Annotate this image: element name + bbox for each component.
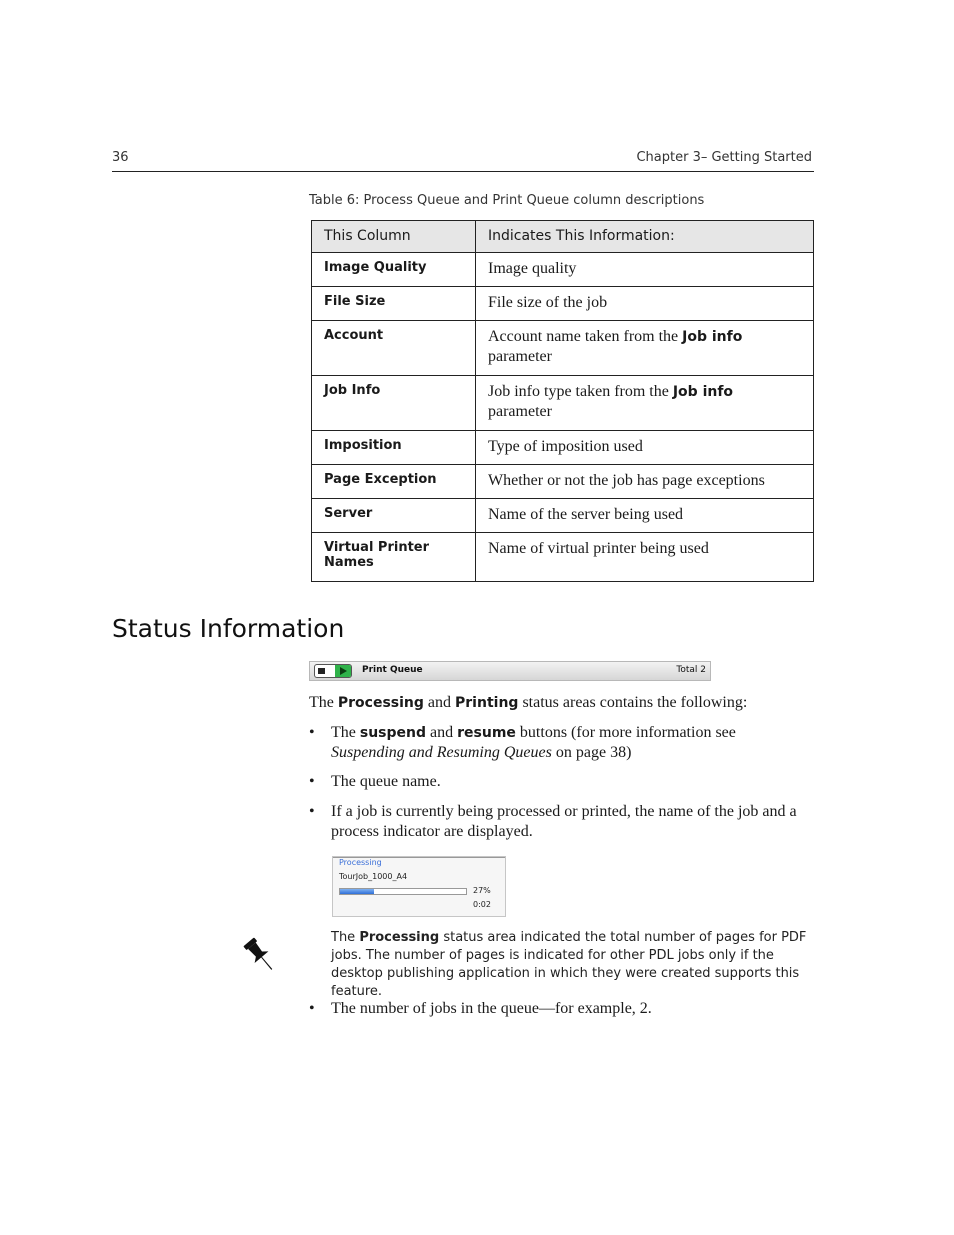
processing-job-name: TourJob_1000_A4 — [339, 872, 408, 881]
header-rule — [112, 171, 814, 172]
intro-paragraph — [309, 693, 747, 713]
progress-bar — [339, 888, 467, 895]
bullet-text: The queue name. — [331, 773, 441, 790]
resume-button[interactable] — [335, 665, 352, 677]
row-column-name: Imposition — [312, 431, 476, 465]
play-icon — [340, 667, 347, 675]
row-column-name: Job Info — [312, 376, 476, 431]
bullet-dot: • — [309, 803, 315, 820]
bullet-bold-resume: resume — [457, 725, 516, 741]
info-text-2: parameter — [488, 348, 552, 365]
info-text: Job info type taken from the — [488, 383, 673, 400]
table-row — [312, 533, 814, 582]
row-info: File size of the job — [476, 287, 814, 321]
bullet-text: The number of jobs in the queue—for example, 2. — [331, 1000, 652, 1017]
table-row — [312, 465, 814, 499]
row-info: Image quality — [476, 253, 814, 287]
bullet-text: If a job is currently being processed or printed, the name of the job and a process indicator are displayed. — [331, 803, 797, 840]
table-header-column: This Column — [312, 221, 476, 253]
row-column-name: Server — [312, 499, 476, 533]
page-number: 36 — [112, 150, 129, 165]
row-column-name: Account — [312, 321, 476, 376]
progress-fill — [340, 889, 374, 894]
table-row — [312, 376, 814, 431]
row-info — [476, 321, 814, 376]
table-row — [312, 321, 814, 376]
bullet-text-part: buttons (for more information see — [515, 724, 736, 741]
print-queue-bar — [309, 661, 711, 681]
column-descriptions-table — [311, 220, 814, 582]
elapsed-time: 0:02 — [473, 900, 491, 909]
table-caption: Table 6: Process Queue and Print Queue column descriptions — [309, 193, 705, 208]
table-row — [312, 499, 814, 533]
queue-control-buttons — [314, 664, 352, 678]
bullet-text-part: on page 38) — [551, 744, 632, 761]
info-text-2: parameter — [488, 403, 552, 420]
row-column-name-line2: Names — [324, 555, 374, 570]
pushpin-icon — [240, 933, 282, 977]
row-info: Name of virtual printer being used — [476, 533, 814, 582]
intro-text: The — [309, 694, 338, 711]
progress-percent: 27% — [473, 886, 491, 895]
row-column-name: Image Quality — [312, 253, 476, 287]
cross-reference-link[interactable]: Suspending and Resuming Queues — [331, 744, 552, 761]
row-column-name: Page Exception — [312, 465, 476, 499]
row-column-name: File Size — [312, 287, 476, 321]
suspend-icon[interactable] — [318, 668, 325, 674]
note-text-part: status area indicated the total number of pages for PDF jobs. The number of pages is indicated for other PDL jobs only if the desktop publishing application in which they were created supports this feature. — [331, 930, 807, 999]
info-bold: Job info — [682, 329, 743, 345]
table-header-row — [312, 221, 814, 253]
row-info: Type of imposition used — [476, 431, 814, 465]
queue-total: Total 2 — [676, 665, 706, 675]
note-bold-processing: Processing — [359, 930, 440, 945]
processing-status-widget — [332, 856, 506, 917]
table-row — [312, 431, 814, 465]
info-text: Account name taken from the — [488, 328, 683, 345]
bullet-dot: • — [309, 724, 315, 741]
table-row — [312, 287, 814, 321]
bullet-text-part: The — [331, 724, 360, 741]
row-column-name — [312, 533, 476, 582]
intro-bold-printing: Printing — [455, 695, 519, 711]
bullet-bold-suspend: suspend — [359, 725, 427, 741]
row-info: Whether or not the job has page exceptions — [476, 465, 814, 499]
note-text — [331, 929, 821, 1001]
bullet-dot: • — [309, 773, 315, 790]
section-title: Status Information — [112, 614, 345, 643]
note-text-part: The — [331, 930, 360, 945]
table-row — [312, 253, 814, 287]
row-info: Name of the server being used — [476, 499, 814, 533]
intro-bold-processing: Processing — [337, 695, 424, 711]
info-bold: Job info — [672, 384, 734, 400]
chapter-title: Chapter 3– Getting Started — [636, 150, 812, 165]
intro-text: and — [423, 694, 456, 711]
bullet-text — [331, 723, 814, 763]
processing-title: Processing — [339, 858, 382, 867]
intro-text: status areas contains the following: — [518, 694, 748, 711]
table-header-info: Indicates This Information: — [476, 221, 814, 253]
queue-name: Print Queue — [362, 665, 423, 675]
bullet-dot: • — [309, 1000, 315, 1017]
row-info — [476, 376, 814, 431]
row-column-name-line1: Virtual Printer — [324, 540, 430, 555]
bullet-text-part: and — [426, 724, 458, 741]
